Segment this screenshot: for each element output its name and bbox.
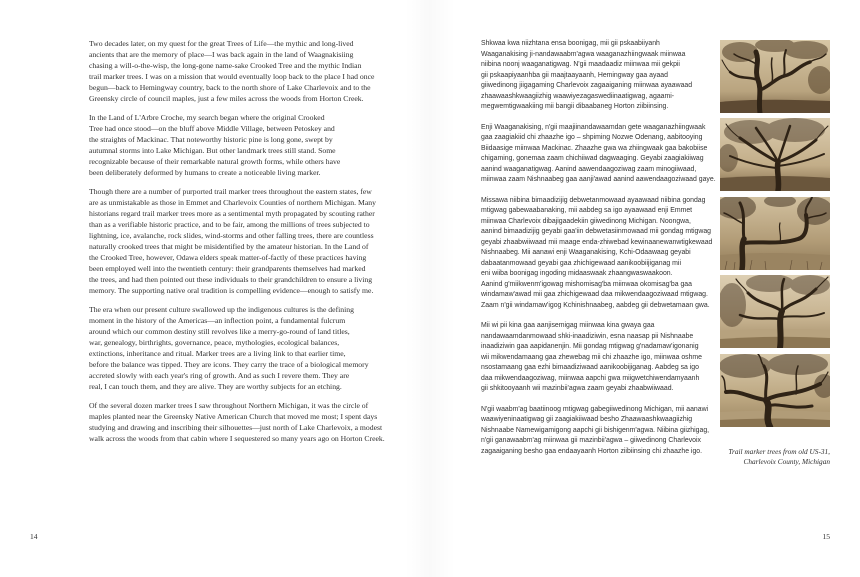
text-line: inaadiziwin gaa aapidanenjin. Mii gondag mtigwag g'nadamaw'igonanig (481, 343, 699, 350)
ojibwe-paragraph (481, 321, 716, 395)
text-line: geyabi zhaabwiiwaad mii maage enda-zhiwebad kewinaanewanwtigkewaad (481, 238, 713, 246)
text-line: aanind waaganatigwag. Aanind aawendaagoziwag zaam minogiiwaad, (481, 165, 697, 173)
english-paragraph (89, 186, 385, 296)
text-line: gaa zaagiakiid chi zhaazhe igo – shpiming Nozwe Odenang, aabitooying (481, 134, 703, 141)
english-paragraph (89, 112, 385, 178)
text-line: Biidaasige miinwaa Mackinac. Zhaazhe gwa wa zhiingwaak gaa bakobiise (481, 144, 708, 152)
photo-caption (728, 447, 830, 467)
text-line: Missawa niibina bimaadizijig debwetanmowaad ayaawaad niibina gondag (481, 196, 706, 204)
text-line: trail marker trees. I was on a mission that would eventually loop back to the place I had once (89, 72, 375, 81)
trail-marker-tree-photo (720, 354, 830, 427)
text-line: waawiyeninaatigwag gii zaagiakiiwaad besho Zhaawaashkwaagiizhig (481, 416, 693, 423)
text-line: dabaatanmowaad geyabi gaa zhichigewaad aanikoobiijiganag mii (481, 259, 681, 267)
english-text-column (89, 38, 385, 452)
ojibwe-paragraph (481, 123, 716, 186)
text-line: before the balance was tipped. They are icons. They carry the trace of a biological memory (89, 360, 369, 369)
text-line: memory. The supporting native oral tradition is compelling evidence—enough to satisfy me. (89, 286, 374, 295)
text-line: lightning, ice, avalanche, rock slides, wind-storms and other falling trees, there are countless (89, 231, 374, 240)
text-line: Zaam n'gii windamaw'igog Kchinishnaabeg, aabdeg gii debwetamaan gwa. (481, 301, 710, 309)
text-line: windamaw'awad mii gaa zhichigewaad daa mikwendaagoziwaad mtigwag. (481, 291, 708, 298)
text-line: In the Land of L'Arbre Croche, my search began where the original Crooked (89, 113, 325, 122)
text-line: maples planted near the Greensky Native American Church that moved me most; I spent days (89, 412, 378, 421)
text-line: naturally crooked trees that might be misidentified by the amateur historian. In the Land of (89, 242, 369, 251)
text-line: chigaming, gonemaa zaam chichiiwad dagwaaging. Geyabi zaagiakiiwag (481, 155, 704, 162)
page-number-right: 15 (822, 532, 830, 541)
text-line: megwemtigwaakiing mii bangii dibaabaneg Horton ziibiinsing. (481, 103, 669, 110)
text-line: Two decades later, on my quest for the great Trees of Life—the mythic and long-lived (89, 39, 354, 48)
text-line: gii shkitooyaanh wii mazinbii'agwa zaam geyabi zhaabwiiwaad. (481, 385, 674, 392)
text-line: historians regard trail marker trees more as a sentimental myth propagated by scouting rather (89, 209, 375, 218)
text-line: Mii wi pii kina gaa aanjisemigag miinwaa kina gwaya gaa (481, 322, 655, 329)
page-gutter (405, 0, 455, 577)
text-line: around which our common destiny still revolves like a merry-go-round of land titles, (89, 327, 350, 336)
text-line: Waaganakising ji-nandawaabm'agwa waaganazhiingwaak miinwaa (481, 50, 686, 58)
text-line: accreted slowly with each year's ring of growth. And as such I revere them. They are (89, 371, 350, 380)
text-line: miinwaa zaam Nishnaabeg gaa aanji'awad aanind aawendaagoziwaad gaye. (481, 176, 716, 183)
photo-caption-line: Trail marker trees from old US-31, (728, 447, 830, 456)
trail-marker-tree-photo (720, 275, 830, 348)
text-line: begun—back to Hemingway country, back to the north shore of Lake Charlevoix and to the (89, 83, 371, 92)
text-line: zagaaiganing besho gaa endaayaanh Horton ziibiinsing chi zhaazhe igo. (481, 447, 703, 455)
text-line: the trees, and had then pointed out these individuals to their grandchildren to ensure a living (89, 275, 373, 284)
text-line: than as a verifiable historic practice, and to be fair, among the millions of trees subjected to (89, 220, 370, 229)
text-line: Enji Waaganakising, n'gii maajiinandawaamdan gete waaganazhiingwaak (481, 123, 706, 131)
text-line: zhaawaashkwaagiizhig waawiyezagaswediinaatigwag, agaami- (481, 92, 675, 100)
text-line: mtigwag gabewaabanaking, mii aabdeg sa igo ayaawaad enji Emmet (481, 207, 693, 214)
text-line: Shkwaa kwa niizhtana ensa boonigag, mii gii pskaabiiyanh (481, 40, 660, 47)
text-line: nandawaamdanmowaad shki-inaadiziwin, esna naasap pii Nishnaabe (481, 332, 694, 340)
trail-marker-tree-photo (720, 197, 830, 270)
text-line: eni wiiba boonigag ingoding midaaswaak zhaangwaswaakoon. (481, 270, 673, 277)
text-line: autumnal storms into Lake Michigan. But other landmark trees still stand. Some (89, 146, 336, 155)
text-line: Of the several dozen marker trees I saw throughout Northern Michigan, it was the circle of (89, 401, 369, 410)
text-line: The era when our present culture swallowed up the indigenous cultures is the defining (89, 305, 354, 314)
text-line: chasing a will-o-the-wisp, the long-gone name-sake Crooked Tree and the mythic Indian (89, 61, 362, 70)
text-line: miinwaa Charlevoix dibajigaadekiin giiwedinong Michigan. Noongwa, (481, 217, 691, 225)
text-line: been employed well into the twentieth century: their grandparents themselves had marked (89, 264, 366, 273)
text-line: Tree had once stood—on the bluff above Middle Village, between Petoskey and (89, 124, 335, 133)
text-line: aanind bimaadizijig geyabi gaa'iin debwetasiinmowaad mii gondag mtigwag (481, 228, 711, 235)
text-line: recognizable because of their remarkable natural growth forms, while others have (89, 157, 341, 166)
text-line: moment in the history of the Americas—an inflection point, a fundamental fulcrum (89, 316, 346, 325)
ojibwe-paragraph (481, 196, 716, 312)
text-line: Nishnaabeg. Mii aanawi enji Waaganakising, Kchi-Odaawaag geyabi (481, 249, 691, 256)
text-line: daa mikwendaagoziwag, miinwaa aapchi gwa miigwetchiwendamyaanh (481, 374, 700, 382)
trail-marker-tree-photo (720, 118, 830, 191)
ojibwe-paragraph (481, 405, 716, 458)
english-paragraph (89, 400, 385, 444)
ojibwe-text-column (481, 39, 716, 467)
text-line: extinctions, inheritance and ritual. Marker trees are a living link to that earlier time, (89, 349, 346, 358)
trail-marker-tree-photo (720, 40, 830, 113)
text-line: war, genealogy, birthrights, governance, peace, mythologies, ecological balances, (89, 338, 340, 347)
text-line: nsostamaang gaa ezhi bimaadiziwaad aanikoobijiganag. Aabdeg sa igo (481, 364, 699, 371)
text-line: N'gii waabm'ag baatiinoog mtigwag gabegiiwedinong Michigan, mii aanawi (481, 405, 709, 413)
text-line: been deliberately deformed by humans to create a noticeable living marker. (89, 168, 321, 177)
photo-caption-line: Charlevoix County, Michigan (743, 457, 830, 466)
english-paragraph (89, 304, 385, 392)
ojibwe-paragraph (481, 39, 716, 113)
text-line: ancients that are the memory of place—I was back again in the land of Waagnakisiing (89, 50, 354, 59)
english-paragraph (89, 38, 385, 104)
text-line: the Crooked Tree, however, Odawa elders speak matter-of-factly of these practices having (89, 253, 367, 262)
text-line: n'gii ganawaabm'ag miinwaa gii mazinbii'agwa – giiwedinong Charlevoix (481, 437, 701, 444)
text-line: wii mikwendamaang gaa zhewebag mii chi zhaazhe igo, miinwaa oshme (481, 353, 702, 361)
page-number-left: 14 (30, 532, 38, 541)
text-line: the straights of Mackinac. That noteworthy historic pine is long gone, swept by (89, 135, 333, 144)
text-line: are as unmistakable as those in Emmet and Charlevoix Counties of northern Michigan. Many (89, 198, 376, 207)
text-line: Aanind g'miikwenm'igowag mishomisag'ba miinwaa okomisag'ba gaa (481, 280, 692, 288)
text-line: walk across the woods from that cabin where I sequestered so many years ago on Horton Creek. (89, 434, 385, 443)
text-line: real, I can touch them, and they are alive. They are worthy subjects for an etching. (89, 382, 342, 391)
text-line: Greensky circle of council maples, just a few miles across the woods from Horton Creek. (89, 94, 364, 103)
text-line: Nishnaabe Namewigamigong aapchi gii bishigenm'agwa. Niibina giizhigag, (481, 426, 710, 434)
text-line: gii pskaapiyaanhba gii maajtaayaanh, Hemingway gaa ayaad (481, 71, 668, 79)
text-line: giiwedinong jiigagaming Charlevoix zagaaiganing miinwaa ayaawaad (481, 82, 693, 89)
text-line: Though there are a number of purported trail marker trees throughout the eastern states, few (89, 187, 372, 196)
text-line: studying and drawing and inscribing their silhouettes—just north of Lake Charlevoix, a modest (89, 423, 383, 432)
text-line: niibina noonj waaganatigwag. N'gii maadaadiz miinwaa mii gekpii (481, 61, 680, 68)
